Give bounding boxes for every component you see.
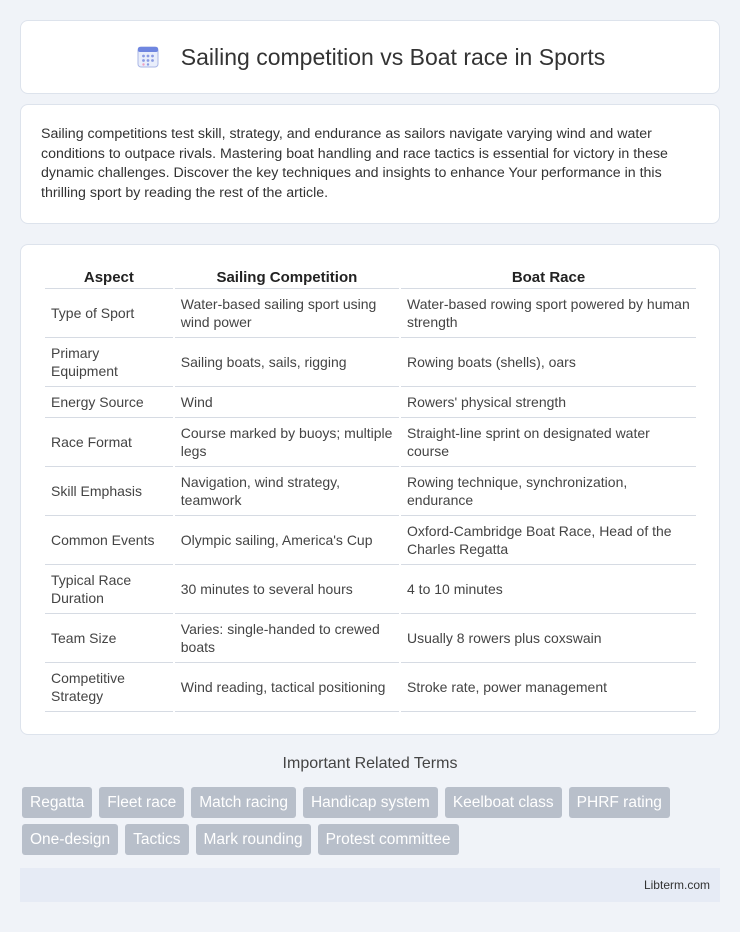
related-terms-tags (22, 787, 722, 861)
table-cell-aspect: Race Format (45, 418, 173, 467)
table-cell-aspect: Common Events (45, 516, 173, 565)
table-row (45, 289, 696, 338)
tag-handicap-system[interactable]: Handicap system (303, 787, 438, 818)
table-row (45, 387, 696, 418)
intro-text: Sailing competitions test skill, strategy, and endurance as sailors navigate varying wind and water conditions to outpace rivals. Mastering boat handling and race tactics is essential for victory in these dynamic challenges. Discover the key techniques and insights to enhance Your performance in this thrilling sport by reading the rest of the article. (41, 126, 668, 201)
table-row (45, 467, 696, 516)
table-cell-boat-race: Water-based rowing sport powered by human strength (401, 289, 696, 338)
table-cell-aspect: Energy Source (45, 387, 173, 418)
table-row (45, 663, 696, 712)
calendar-grid-icon (135, 44, 161, 70)
tag-match-racing[interactable]: Match racing (191, 787, 296, 818)
table-cell-boat-race: 4 to 10 minutes (401, 565, 696, 614)
table-cell-sailing: Course marked by buoys; multiple legs (175, 418, 399, 467)
table-cell-sailing: Water-based sailing sport using wind power (175, 289, 399, 338)
table-cell-sailing: Wind reading, tactical positioning (175, 663, 399, 712)
table-cell-sailing: 30 minutes to several hours (175, 565, 399, 614)
tag-regatta[interactable]: Regatta (22, 787, 92, 818)
table-header-boat-race: Boat Race (401, 265, 696, 289)
table-cell-sailing: Olympic sailing, America's Cup (175, 516, 399, 565)
footer (20, 868, 720, 902)
table-cell-boat-race: Rowing boats (shells), oars (401, 338, 696, 387)
table-row (45, 516, 696, 565)
table-row (45, 338, 696, 387)
table-cell-boat-race: Straight-line sprint on designated water course (401, 418, 696, 467)
table-row (45, 418, 696, 467)
page-title: Sailing competition vs Boat race in Sports (180, 43, 606, 70)
table-cell-boat-race: Rowers' physical strength (401, 387, 696, 418)
table-header-sailing: Sailing Competition (175, 265, 399, 289)
table-cell-aspect: Primary Equipment (45, 338, 173, 387)
footer-site-link[interactable]: Libterm.com (643, 878, 710, 892)
tag-protest-committee[interactable]: Protest committee (318, 824, 459, 855)
related-terms-title: Important Related Terms (282, 755, 458, 772)
table-header-aspect: Aspect (45, 265, 173, 289)
tag-fleet-race[interactable]: Fleet race (99, 787, 184, 818)
table-cell-aspect: Type of Sport (45, 289, 173, 338)
table-cell-aspect: Team Size (45, 614, 173, 663)
table-cell-sailing: Sailing boats, sails, rigging (175, 338, 399, 387)
table-cell-sailing: Wind (175, 387, 399, 418)
header-card (20, 20, 720, 94)
tag-phrf-rating[interactable]: PHRF rating (569, 787, 670, 818)
table-cell-aspect: Competitive Strategy (45, 663, 173, 712)
comparison-table-card (20, 244, 720, 735)
table-cell-boat-race: Stroke rate, power management (401, 663, 696, 712)
tag-keelboat-class[interactable]: Keelboat class (445, 787, 562, 818)
comparison-table (43, 265, 698, 712)
intro-card (20, 104, 720, 224)
tag-mark-rounding[interactable]: Mark rounding (196, 824, 311, 855)
table-row (45, 614, 696, 663)
table-cell-sailing: Varies: single-handed to crewed boats (175, 614, 399, 663)
table-cell-boat-race: Oxford-Cambridge Boat Race, Head of the Charles Regatta (401, 516, 696, 565)
table-cell-aspect: Typical Race Duration (45, 565, 173, 614)
table-cell-boat-race: Usually 8 rowers plus coxswain (401, 614, 696, 663)
table-cell-aspect: Skill Emphasis (45, 467, 173, 516)
table-cell-boat-race: Rowing technique, synchronization, endurance (401, 467, 696, 516)
table-cell-sailing: Navigation, wind strategy, teamwork (175, 467, 399, 516)
tag-tactics[interactable]: Tactics (125, 824, 188, 855)
tag-one-design[interactable]: One-design (22, 824, 118, 855)
table-row (45, 565, 696, 614)
